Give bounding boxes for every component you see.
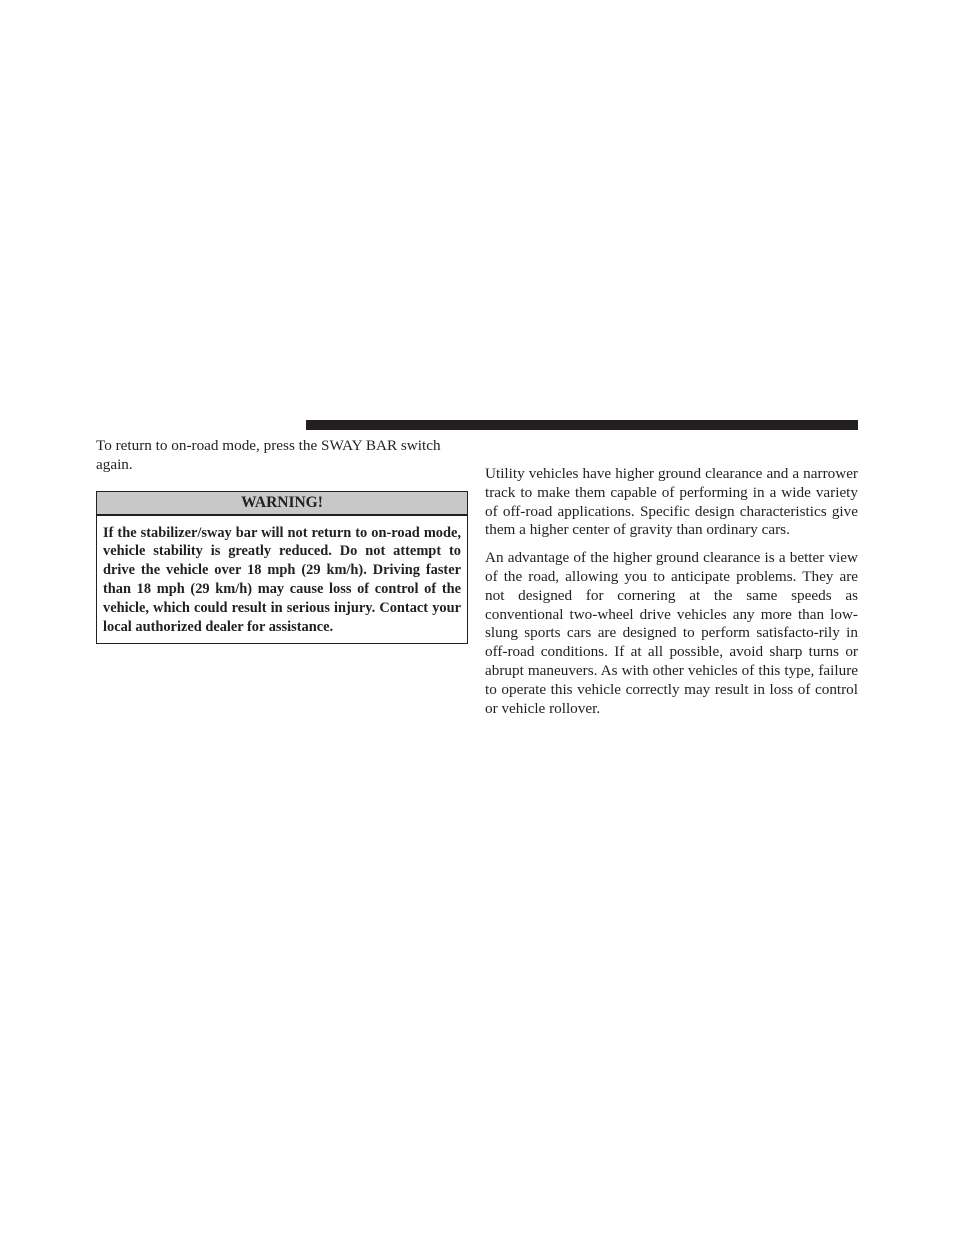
sway-bar-instruction: To return to on-road mode, press the SWAY BAR switch again. <box>96 437 441 473</box>
warning-box <box>96 491 468 645</box>
utility-vehicles-paragraph: Utility vehicles have higher ground clearance and a narrower track to make them capable of performing in a wide variety of off-road applications. Specific design characteristics give them a higher center of gravity than ordinary cars. <box>485 465 858 539</box>
section-header-bar <box>306 420 858 430</box>
left-column <box>96 437 469 644</box>
ground-clearance-paragraph: An advantage of the higher ground clearance is a better view of the road, allowing you to anticipate problems. They are not designed for cornering at the same speeds as conventional two-wheel drive vehicles any more than low-slung sports cars are designed to perform satisfacto-rily in off-road conditions. If at all possible, avoid sharp turns or abrupt maneuvers. As with other vehicles of this type, failure to operate this vehicle correctly may result in loss of control or vehicle rollover. <box>485 549 858 717</box>
right-column <box>485 465 858 718</box>
warning-title: WARNING! <box>97 492 467 516</box>
warning-body: If the stabilizer/sway bar will not return to on-road mode, vehicle stability is greatly reduced. Do not attempt to drive the vehicle over 18 mph (29 km/h). Driving faster than 18 mph (29 km/h) may cause loss of control of the vehicle, which could result in serious injury. Contact your local authorized dealer for assistance. <box>103 524 461 635</box>
